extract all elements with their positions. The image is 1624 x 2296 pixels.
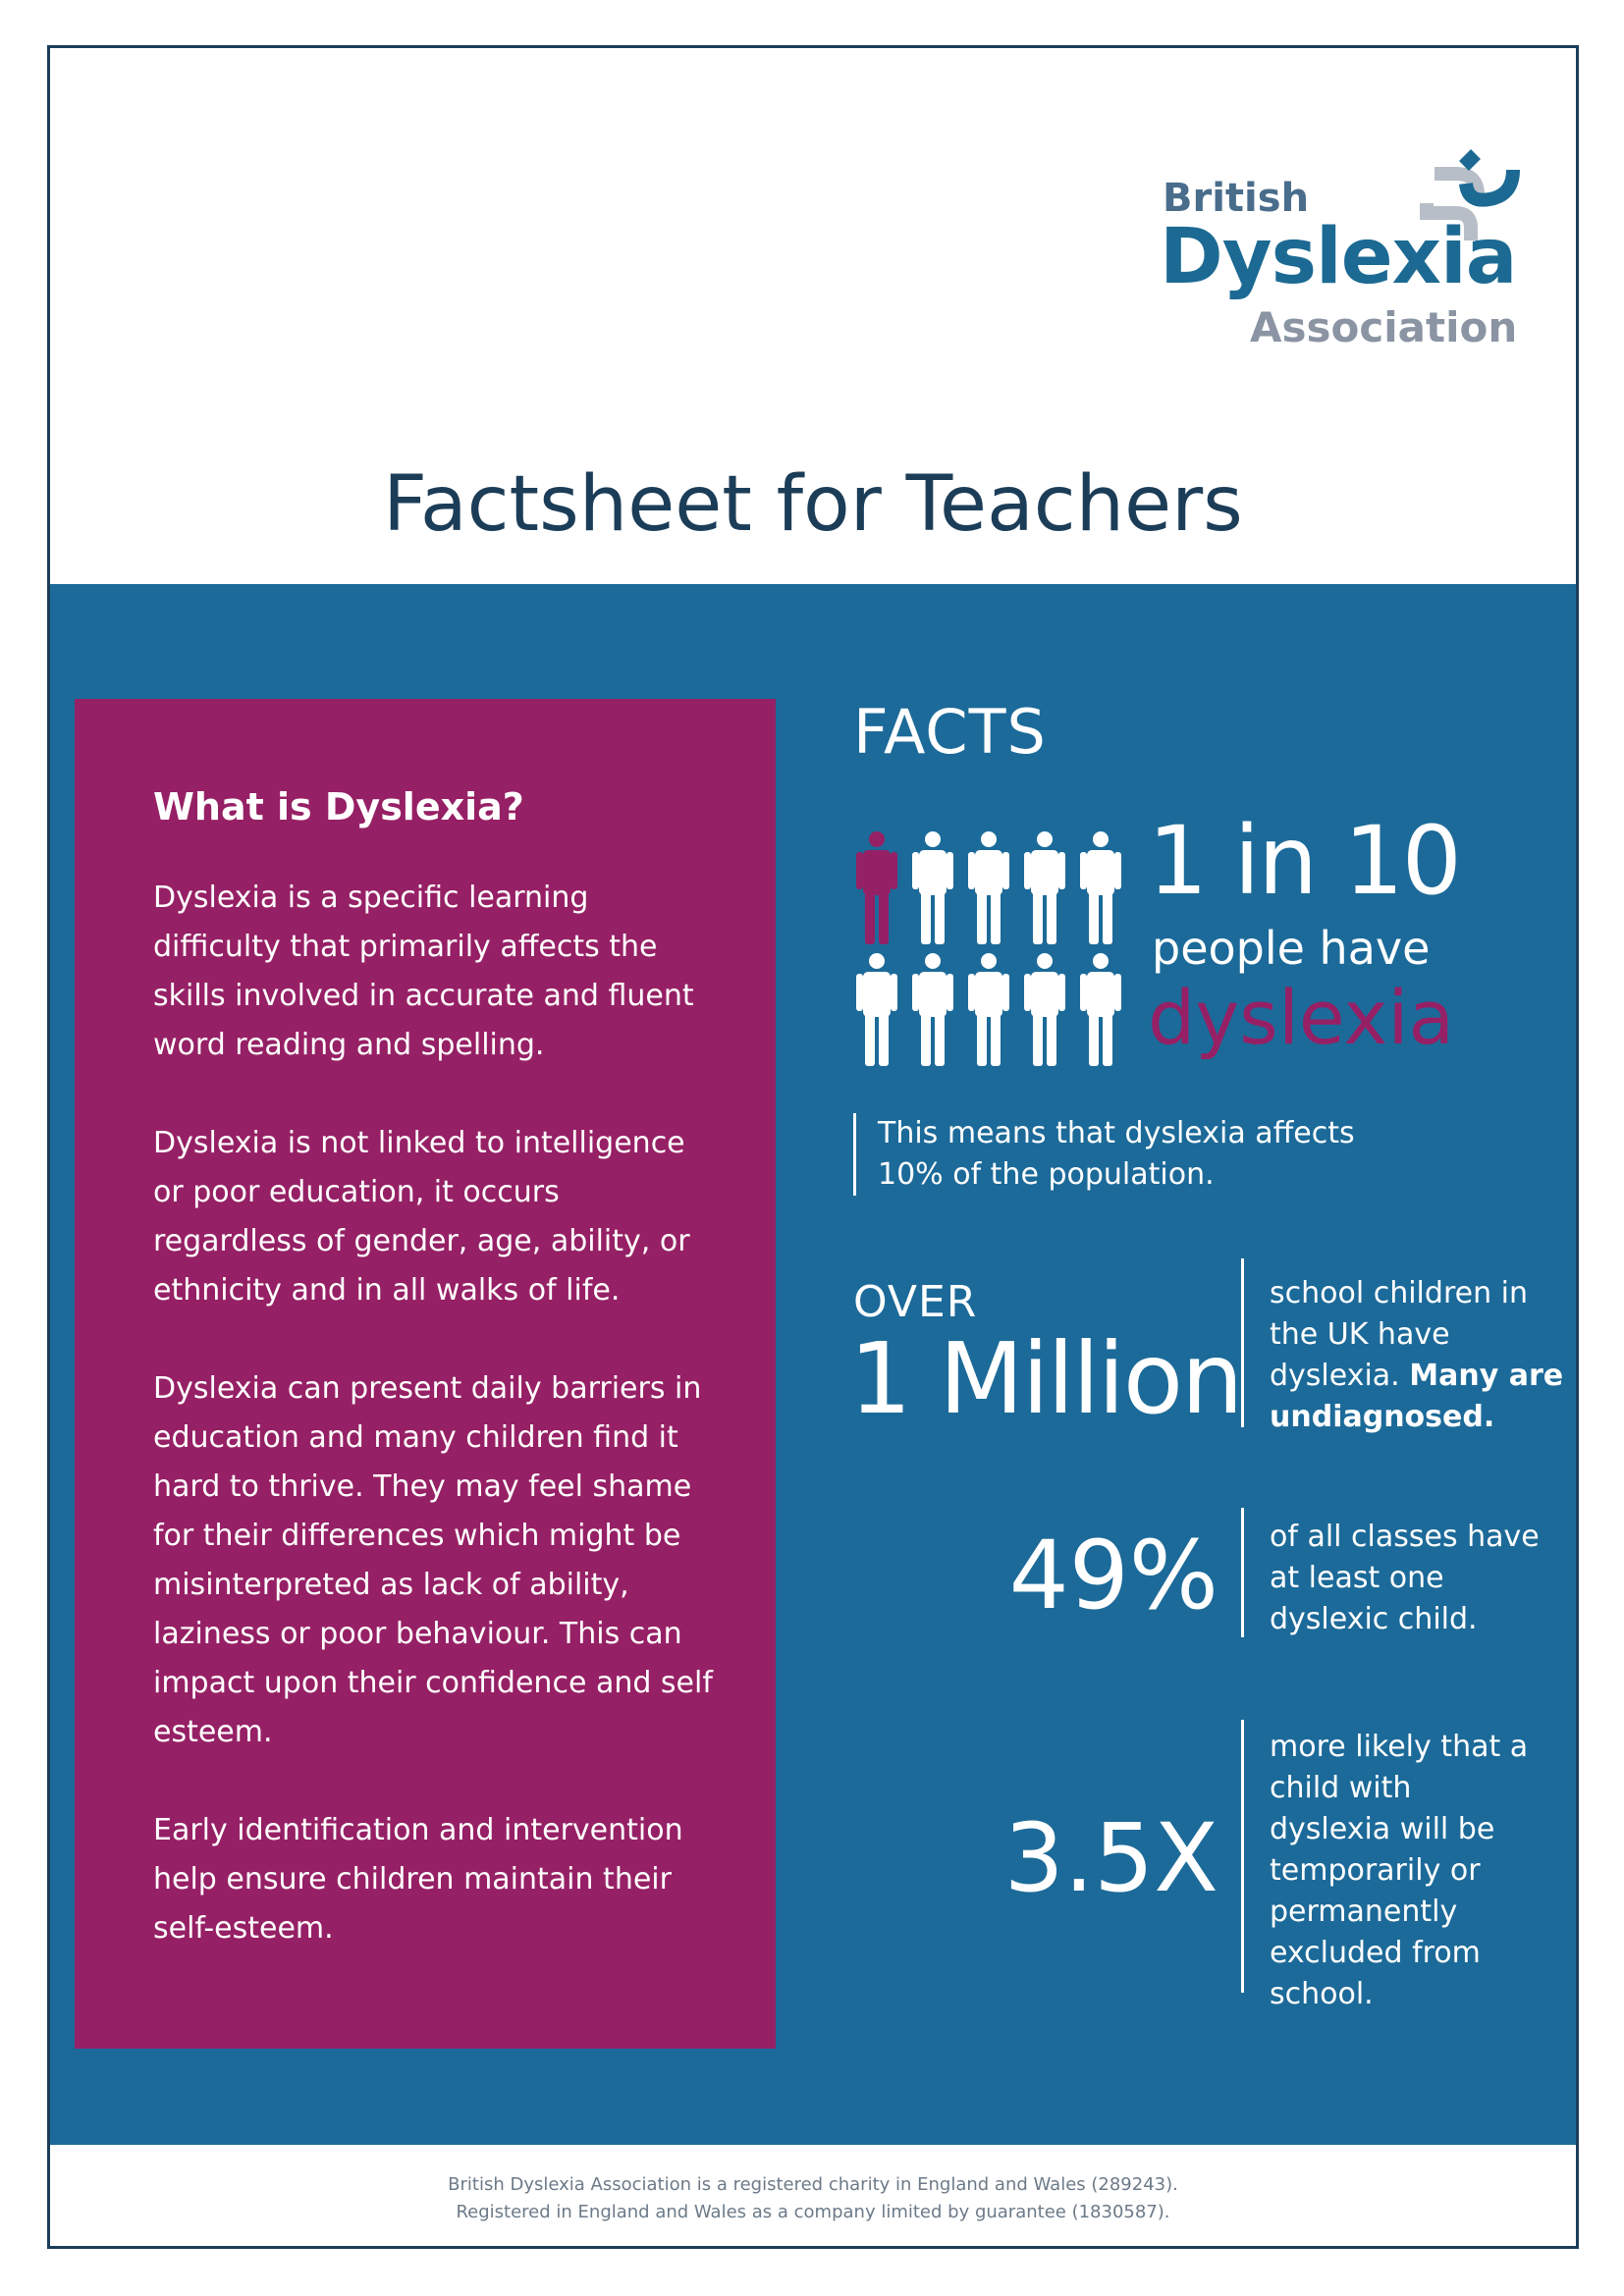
exclusion-text: more likely that a child with dyslexia will be temporarily or permanently excluded from school. xyxy=(1270,1730,1529,2011)
ratio-big: 1 in 10 xyxy=(1148,806,1460,916)
page-title: Factsheet for Teachers xyxy=(383,460,1243,549)
million-text: school children in the UK have dyslexia. xyxy=(1270,1276,1528,1393)
person-icon xyxy=(1077,952,1124,1068)
person-icon xyxy=(1021,830,1068,946)
million-divider xyxy=(1241,1258,1244,1427)
footer-line-1: British Dyslexia Association is a registered charity in England and Wales (289243). xyxy=(448,2174,1178,2195)
person-icon xyxy=(853,952,900,1068)
box-paragraph-4: Early identification and intervention help ensure children maintain their self-esteem. xyxy=(153,1813,683,1946)
box-paragraph-1: Dyslexia is a specific learning difficulty that primarily affects the skills involved in accurate and fluent word reading and spelling. xyxy=(153,881,694,1062)
logo-association: Association xyxy=(1250,303,1518,351)
exclusion-divider xyxy=(1241,1720,1244,1993)
percent-divider xyxy=(1241,1508,1244,1637)
facts-heading: FACTS xyxy=(853,696,1047,768)
logo-dyslexia: Dyslexia xyxy=(1160,213,1517,301)
what-is-dyslexia-box xyxy=(75,699,776,2049)
ratio-word: dyslexia xyxy=(1148,974,1455,1061)
person-icon xyxy=(965,830,1012,946)
person-icon xyxy=(1021,952,1068,1068)
million-prefix: OVER xyxy=(853,1277,978,1327)
box-paragraph-2: Dyslexia is not linked to intelligence or poor education, it occurs regardless of gender, age, ability, or ethnicity and in all walks of life. xyxy=(153,1126,690,1308)
ratio-note: This means that dyslexia affects 10% of the population. xyxy=(853,1113,1388,1196)
million-text-block xyxy=(1270,1273,1564,1438)
logo-mark-icon xyxy=(1417,144,1535,242)
person-icon xyxy=(909,952,956,1068)
people-pictogram xyxy=(853,830,1138,1076)
exclusion-big: 3.5X xyxy=(1003,1803,1218,1913)
footer xyxy=(50,2171,1576,2226)
bda-logo xyxy=(1160,107,1543,362)
page-frame xyxy=(47,45,1579,2249)
million-bold: Many are undiagnosed. xyxy=(1270,1359,1564,1434)
percent-big: 49% xyxy=(1008,1521,1218,1630)
box-heading: What is Dyslexia? xyxy=(153,785,524,828)
person-icon xyxy=(965,952,1012,1068)
box-paragraph-3: Dyslexia can present daily barriers in education and many children find it hard to thrive. They may feel shame for their differences which might be misinterpreted as lack of ability, laziness or poor behaviour. This can impact upon their confidence and self esteem. xyxy=(153,1371,713,1749)
ratio-mid: people have xyxy=(1152,922,1431,975)
person-icon-highlighted xyxy=(853,830,900,946)
million-big: 1 Million xyxy=(849,1321,1242,1436)
person-icon xyxy=(909,830,956,946)
percent-text: of all classes have at least one dyslexic child. xyxy=(1270,1520,1540,1636)
person-icon xyxy=(1077,830,1124,946)
footer-line-2: Registered in England and Wales as a company limited by guarantee (1830587). xyxy=(456,2202,1170,2222)
logo-british: British xyxy=(1163,176,1310,221)
